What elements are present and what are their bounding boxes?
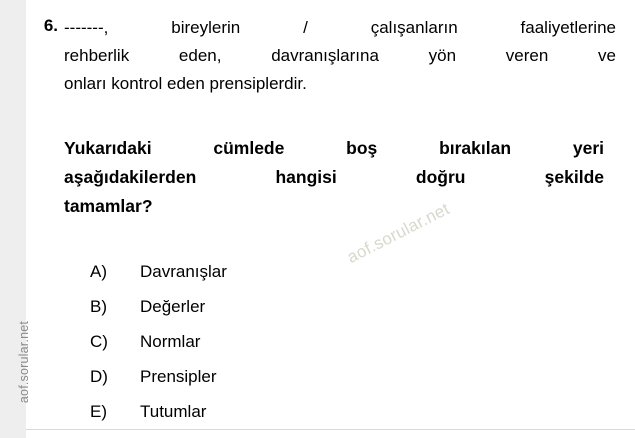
footer-divider <box>26 429 635 430</box>
option-text: Prensipler <box>140 367 217 386</box>
option-text: Değerler <box>140 297 206 316</box>
question-instruction <box>64 134 604 221</box>
diagonal-watermark-text: aof.sorular.net <box>344 199 453 267</box>
answer-option-d[interactable] <box>66 359 566 394</box>
question-instruction-line-3: tamamlar? <box>64 196 153 216</box>
answer-options <box>66 254 566 429</box>
question-number: 6. <box>43 16 58 35</box>
question-stem <box>64 14 616 98</box>
answer-option-e[interactable] <box>66 394 566 429</box>
option-letter: B) <box>90 297 107 316</box>
answer-option-c[interactable] <box>66 324 566 359</box>
question-instruction-line-2: aşağıdakilerden hangisi doğru şekilde <box>64 167 604 187</box>
answer-option-a[interactable] <box>66 254 566 289</box>
option-text: Davranışlar <box>140 262 227 281</box>
option-letter: D) <box>90 367 108 386</box>
question-stem-line-2: rehberlik eden, davranışlarına yön veren ve <box>64 46 616 65</box>
option-text: Normlar <box>140 332 201 351</box>
answer-option-b[interactable] <box>66 289 566 324</box>
question-stem-line-3: onları kontrol eden prensiplerdir. <box>64 74 307 93</box>
side-watermark-text: aof.sorular.net <box>17 320 31 404</box>
question-page <box>26 0 635 438</box>
option-letter: C) <box>90 332 108 351</box>
sidebar-watermark-strip <box>0 0 31 438</box>
option-letter: A) <box>90 262 107 281</box>
question-stem-line-1: -------, bireylerin / çalışanların faaliyetlerine <box>64 18 616 37</box>
option-text: Tutumlar <box>140 402 207 421</box>
option-letter: E) <box>90 402 107 421</box>
question-instruction-line-1: Yukarıdaki cümlede boş bırakılan yeri <box>64 138 604 158</box>
